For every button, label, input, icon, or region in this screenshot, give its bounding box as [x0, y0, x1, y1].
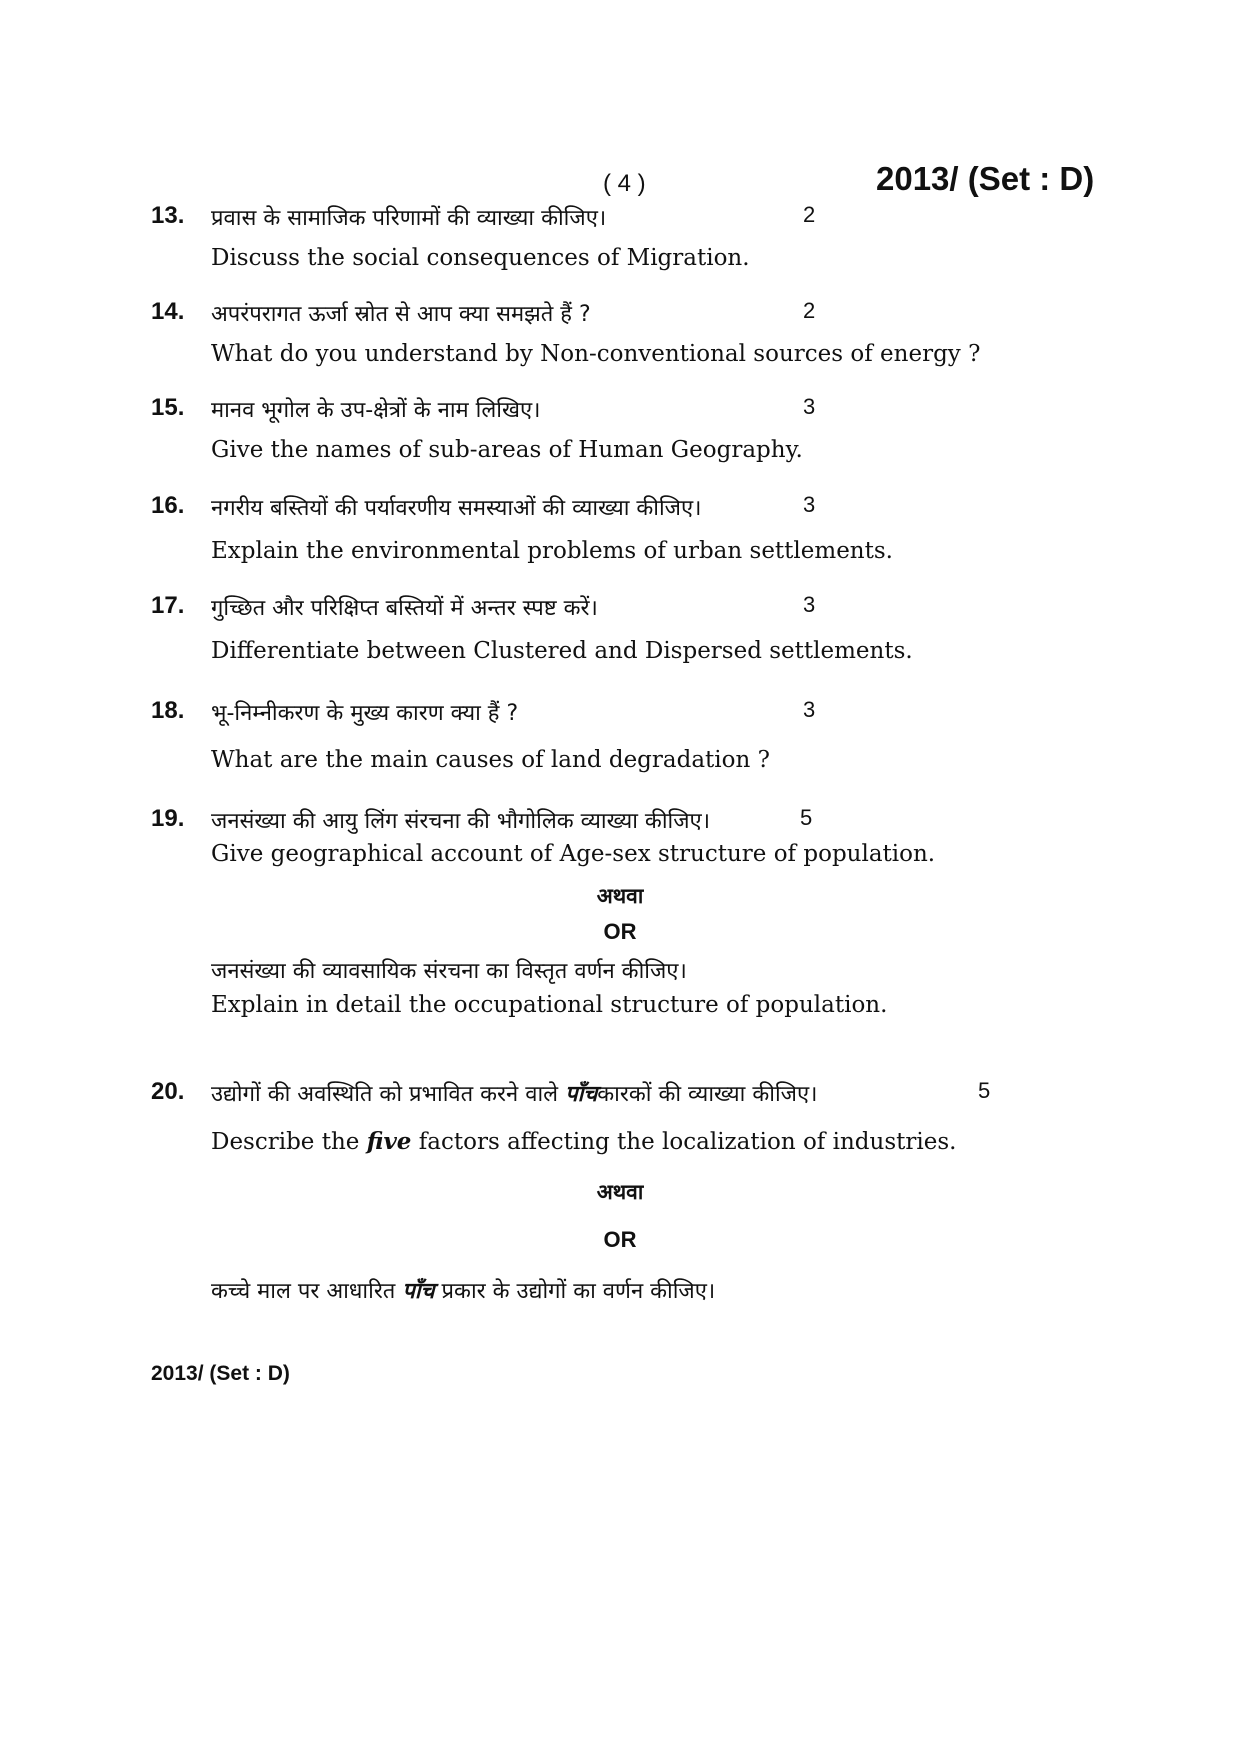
question-marks: 5 [800, 805, 813, 830]
question-hindi: भू-निम्नीकरण के मुख्य कारण क्या हैं ? [211, 701, 519, 726]
question-hindi-part: उद्योगों की अवस्थिति को प्रभावित करने वाले [211, 1082, 559, 1107]
question-number: 14. [151, 298, 185, 325]
question-number: 13. [151, 202, 185, 229]
question-english: Discuss the social consequences of Migration. [211, 245, 750, 271]
question-marks: 5 [978, 1078, 991, 1103]
emphasis-word: पाँच [565, 1082, 598, 1107]
question-english: Give the names of sub-areas of Human Geography. [211, 437, 803, 463]
question-number: 18. [151, 697, 185, 724]
emphasis-word: five [366, 1128, 412, 1155]
alternative-question-hindi [211, 1275, 715, 1305]
question-hindi: गुच्छित और परिक्षिप्त बस्तियों में अन्तर स्पष्ट करें। [211, 596, 598, 621]
page-number: ( 4 ) [603, 170, 646, 197]
or-separator-english: OR [603, 1227, 637, 1252]
question-hindi-part: कारकों की व्याख्या कीजिए। [597, 1082, 818, 1107]
question-hindi [211, 1078, 817, 1108]
question-number: 20. [151, 1078, 185, 1105]
emphasis-word: पाँच [402, 1279, 435, 1304]
set-label-header: 2013/ (Set : D) [876, 160, 1095, 197]
question-english: What are the main causes of land degradation ? [211, 747, 770, 773]
question-marks: 3 [803, 592, 816, 617]
question-english: Give geographical account of Age-sex structure of population. [211, 841, 936, 867]
or-separator-hindi: अथवा [596, 1180, 644, 1204]
alternative-question-part: कच्चे माल पर आधारित [211, 1279, 396, 1304]
or-separator-hindi: अथवा [596, 884, 644, 908]
question-english-part: Describe the [211, 1129, 360, 1155]
question-english [211, 1128, 956, 1155]
question-number: 15. [151, 394, 185, 421]
question-hindi: जनसंख्या की आयु लिंग संरचना की भौगोलिक व्याख्या कीजिए। [211, 809, 711, 834]
question-number: 19. [151, 805, 185, 832]
question-marks: 3 [803, 697, 816, 722]
alternative-question-part: प्रकार के उद्योगों का वर्णन कीजिए। [441, 1279, 716, 1304]
question-marks: 3 [803, 492, 816, 517]
question-hindi: प्रवास के सामाजिक परिणामों की व्याख्या कीजिए। [211, 206, 607, 231]
question-hindi: मानव भूगोल के उप-क्षेत्रों के नाम लिखिए। [211, 398, 541, 423]
alternative-question-hindi: जनसंख्या की व्यावसायिक संरचना का विस्तृत वर्णन कीजिए। [211, 959, 687, 984]
question-hindi: नगरीय बस्तियों की पर्यावरणीय समस्याओं की व्याख्या कीजिए। [211, 496, 702, 521]
or-separator-english: OR [603, 919, 637, 944]
question-marks: 2 [803, 202, 816, 227]
question-english: What do you understand by Non-conventional sources of energy ? [211, 341, 981, 367]
question-number: 16. [151, 492, 185, 519]
question-hindi: अपरंपरागत ऊर्जा स्रोत से आप क्या समझते हैं ? [211, 302, 591, 327]
question-marks: 2 [803, 298, 816, 323]
question-english: Explain the environmental problems of urban settlements. [211, 538, 893, 564]
question-marks: 3 [803, 394, 816, 419]
question-english: Differentiate between Clustered and Dispersed settlements. [211, 638, 913, 664]
question-number: 17. [151, 592, 185, 619]
question-english-part: factors affecting the localization of industries. [418, 1129, 957, 1155]
set-label-footer: 2013/ (Set : D) [151, 1362, 290, 1385]
alternative-question-english: Explain in detail the occupational structure of population. [211, 992, 888, 1018]
